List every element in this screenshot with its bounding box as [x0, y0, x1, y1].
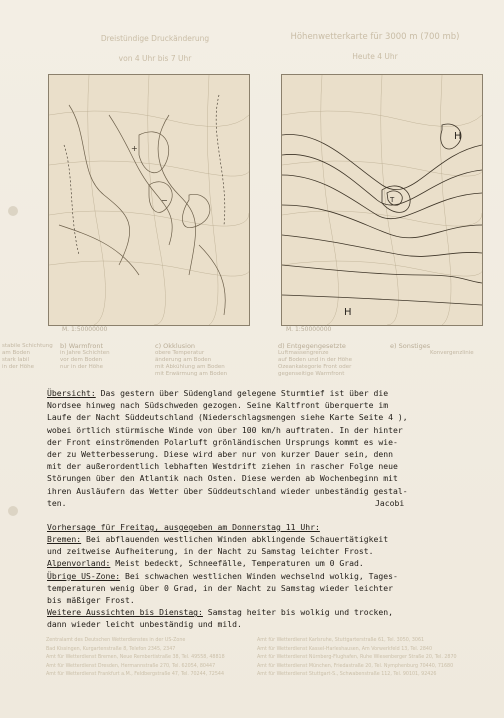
left-map-title: Dreistündige Druckänderung	[100, 34, 210, 43]
footer-addresses-right: Amt für Wetterdienst Karlsruhe, Stuttgarterstraße 61, Tel. 3050, 3061 Amt für Wetterdienst Kassel-Harleshausen, Am Vorwerkfeld 13, Tel. 2840 Amt für Wetterdienst Nürnberg-Flughafen, Ruhe Wiesenberger Straße 20, Tel. 2870 Amt für Wetterdienst München, Friedastraße 20, Tel. Nymphenburg 70440, 71680 Amt für Wetterdienst Stuttgart-S., Schwabenstraße 112, Tel. 90101, 92426	[257, 638, 457, 677]
map-legend	[0, 343, 504, 383]
author-signature: Jacobi	[375, 497, 405, 508]
forecast-section: Bremen: Bei abflauenden westlichen Winden abklingende Schauertätigkeit und zeitweise Aufheiterung, in der Nacht zu Samstag leichter Frost. Alpenvorland: Meist bedeckt, Schneefälle, Temperaturen um 0 Grad. Übrige US-Zone: Bei schwachen westlichen Winden wechselnd wolkig, Tages- temperaturen wenig über 0 Grad, in der Nacht zu Samstag wieder leichter bis mäßiger Frost. Weitere Aussichten bis Dienstag: Samstag heiter bis wolkig und trocken, dann wieder leicht unbeständig und mild.	[47, 534, 398, 630]
pressure-change-map-drawing	[49, 75, 249, 325]
overview-label: Übersicht:	[47, 388, 96, 398]
pressure-change-map	[48, 74, 250, 326]
us-zone-label: Übrige US-Zone:	[47, 570, 121, 581]
forecast-title: Vorhersage für Freitag, ausgegeben am Donnerstag 11 Uhr:	[47, 522, 320, 532]
svg-text:+: +	[131, 144, 138, 153]
right-map-subtitle: Heute 4 Uhr	[352, 52, 398, 61]
left-map-scale: M. 1:50000000	[62, 326, 108, 333]
svg-text:H: H	[344, 307, 352, 318]
bremen-label: Bremen:	[47, 534, 82, 544]
legend-item-warm-front: b) Warmfront in Jahre Schichten vor dem Boden nur in der Höhe	[60, 342, 110, 370]
legend-item-other: e) Sonstiges Konvergenzlinie	[390, 342, 474, 356]
outlook-label: Weitere Aussichten bis Dienstag:	[47, 607, 203, 618]
punch-hole	[8, 506, 18, 516]
upper-air-map-drawing	[282, 75, 482, 325]
alpen-label: Alpenvorland:	[47, 558, 111, 569]
legend-item: stabile Schichtung am Boden stark labil in der Höhe	[2, 343, 53, 370]
right-map-title: Höhenwetterkarte für 3000 m (700 mb)	[290, 32, 460, 42]
legend-item-opposite: d) Entgegengesetzte Luftmassengrenze auf Boden und in der Höhe Ozeankategorie Front oder gegenseitige Warmfront	[278, 342, 353, 377]
legend-item-occlusion: c) Okklusion obere Temperatur änderung am Boden mit Abkühlung am Boden mit Erwärmung am Boden	[155, 342, 228, 377]
left-map-subtitle: von 4 Uhr bis 7 Uhr	[118, 54, 192, 63]
svg-text:T: T	[390, 196, 395, 204]
upper-air-map	[281, 74, 483, 326]
svg-text:H: H	[454, 131, 462, 142]
punch-hole	[8, 206, 18, 216]
svg-text:−: −	[161, 196, 168, 205]
footer-addresses-left: Zentralamt des Deutschen Wetterdienstes in der US-Zone Bad Kissingen, Kurgartenstraße 8, Telefon 2345, 2347 Amt für Wetterdienst Bremen, Neue Rembertistraße 38, Tel. 49558, 48818 Amt für Wetterdienst Dresden, Hermannstraße 270, Tel. 62054, 80447 Amt für Wetterdienst Frankfurt a.M., Feldbergstraße 47, Tel. 70244, 72544	[46, 638, 225, 677]
right-map-scale: M. 1:50000000	[286, 326, 332, 333]
overview-section: Übersicht: Das gestern über Südengland gelegene Sturmtief ist über die Nordsee hinweg nach Südschweden gezogen. Seine Kaltfront überquerte im Laufe der Nacht Süddeutschland (Niederschlagsmengen siehe Karte Seite 4 ), wobei örtlich stürmische Winde von über 100 km/h auftraten. In der hinter der Front einströmenden Polarluft grönländischen Ursprungs kommt es wie- der zu Wetterbesserung. Diese wird aber nur von kurzer Dauer sein, denn mit der außerordentlich lebhaften Westdrift ziehen in rascher Folge neue Störungen über den Atlantik nach Osten. Diese werden ab Wochenbeginn mit ihren Ausläufern das Wetter über Süddeutschland wieder unbeständig gestal- ten. Jacobi	[47, 388, 408, 508]
